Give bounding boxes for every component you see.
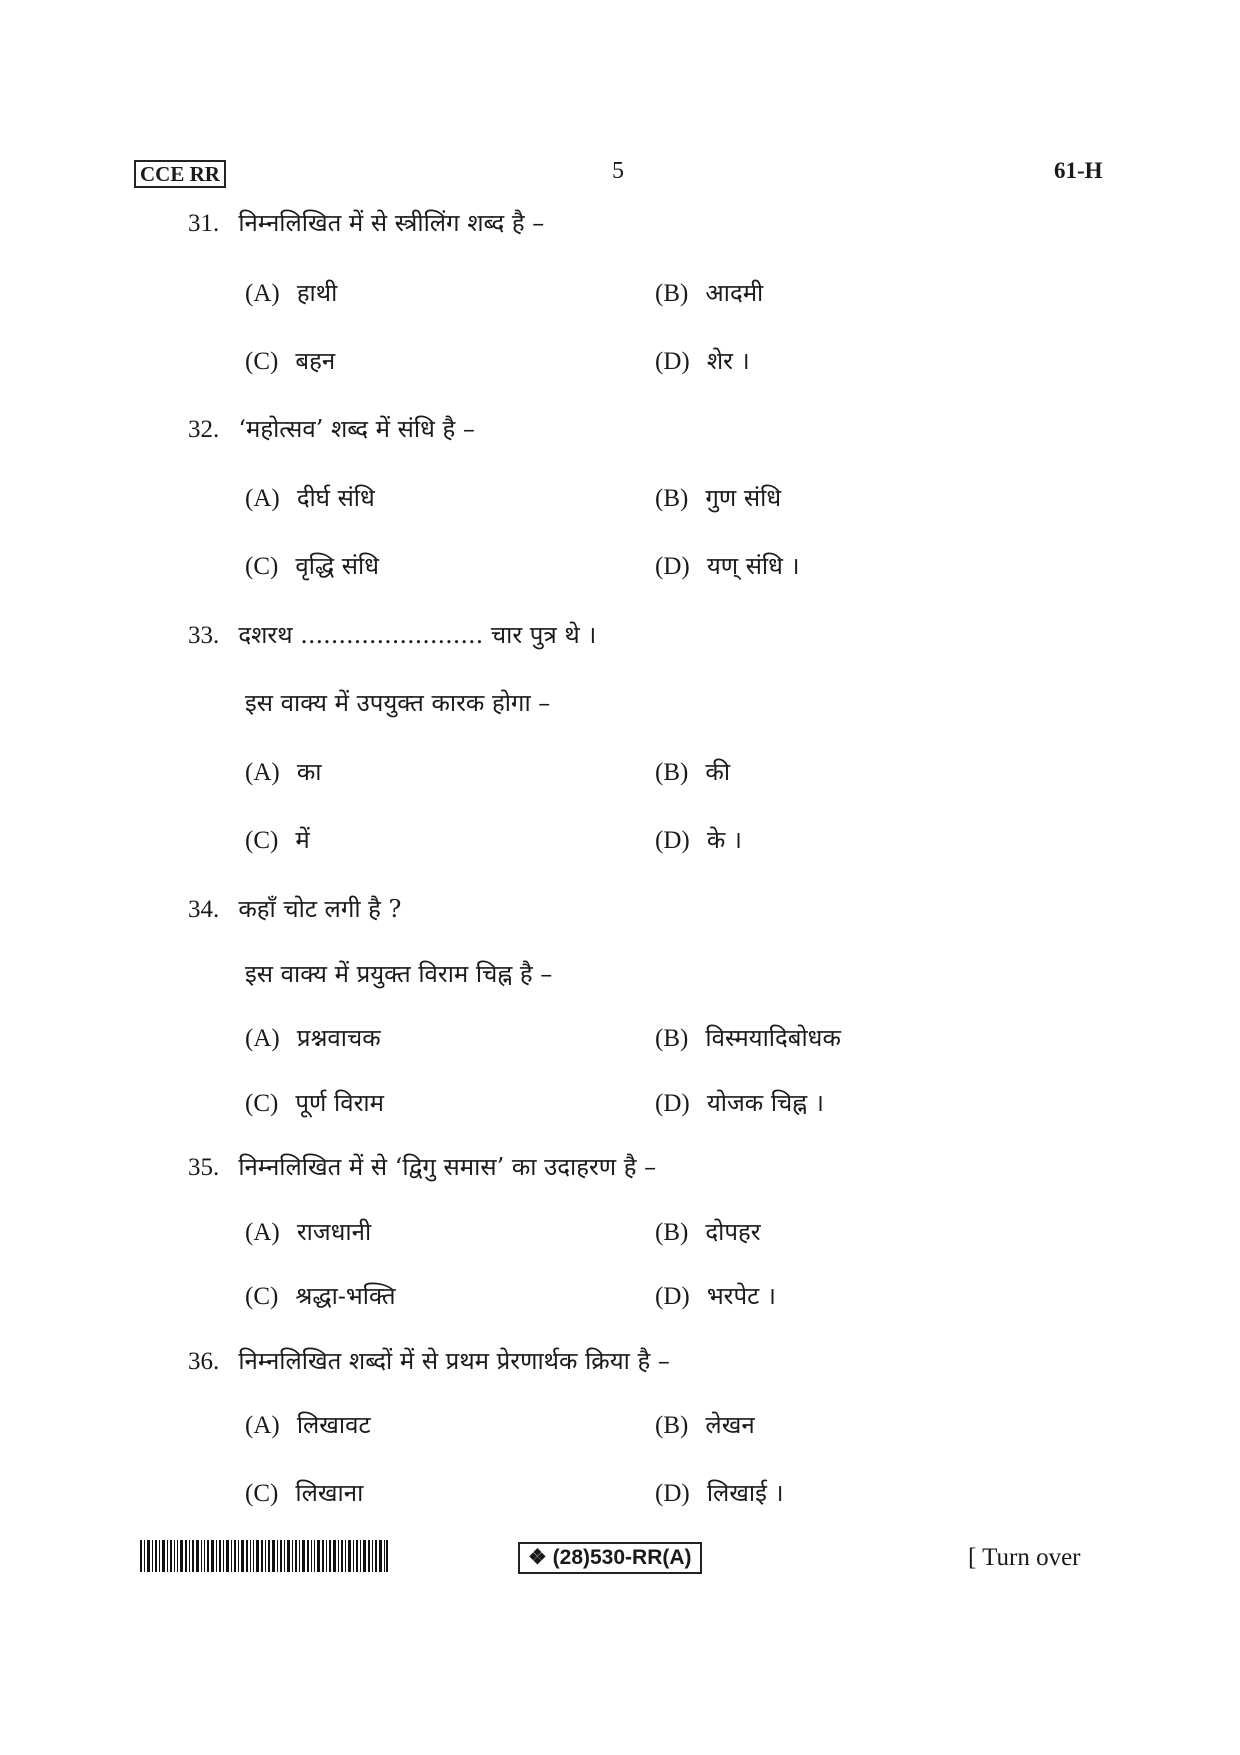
- option-d: [655, 1476, 784, 1510]
- option-letter: (C): [245, 1090, 279, 1117]
- option-letter: (B): [655, 485, 689, 512]
- question-number: 35.: [188, 1154, 220, 1181]
- option-d: [655, 1086, 824, 1120]
- option-letter: (C): [245, 1283, 279, 1310]
- option-text: के ।: [706, 826, 742, 854]
- question-number: 34.: [188, 896, 220, 923]
- question-34-subtext: [245, 957, 552, 991]
- option-letter: (B): [655, 1025, 689, 1052]
- option-c: [245, 1476, 363, 1510]
- option-b: [655, 481, 781, 515]
- option-letter: (C): [245, 827, 279, 854]
- option-letter: (D): [655, 1090, 690, 1117]
- option-text: योजक चिह्न ।: [706, 1089, 824, 1117]
- option-letter: (D): [655, 348, 690, 375]
- option-text: भरपेट ।: [706, 1282, 776, 1310]
- option-text: में: [295, 826, 310, 854]
- option-a: [245, 276, 337, 310]
- question-text: कहाँ चोट लगी है ?: [238, 895, 402, 923]
- option-text: वृद्धि संधि: [295, 552, 379, 580]
- question-number: 33.: [188, 622, 220, 649]
- question-subtext: इस वाक्य में उपयुक्त कारक होगा –: [245, 689, 551, 717]
- question-35-stem: [188, 1150, 656, 1184]
- question-text: निम्नलिखित में से ‘द्विगु समास’ का उदाहरण है –: [238, 1153, 657, 1181]
- option-text: श्रद्धा-भक्ति: [295, 1282, 396, 1310]
- question-number: 36.: [188, 1348, 220, 1375]
- question-text: ‘महोत्सव’ शब्द में संधि है –: [238, 415, 475, 443]
- option-letter: (A): [245, 1219, 280, 1246]
- option-d: [655, 344, 750, 378]
- option-c: [245, 344, 335, 378]
- option-text: दोपहर: [705, 1218, 761, 1246]
- option-letter: (C): [245, 1480, 279, 1507]
- option-text: यण् संधि ।: [706, 552, 800, 580]
- option-text: विस्मयादिबोधक: [705, 1024, 841, 1052]
- option-text: की: [705, 758, 731, 786]
- option-text: लिखाना: [295, 1479, 364, 1507]
- option-letter: (D): [655, 1283, 690, 1310]
- option-letter: (D): [655, 827, 690, 854]
- option-c: [245, 1086, 384, 1120]
- question-text: निम्नलिखित में से स्त्रीलिंग शब्द है –: [238, 209, 545, 237]
- question-subtext: इस वाक्य में प्रयुक्त विराम चिह्न है –: [245, 960, 553, 988]
- question-36-stem: [188, 1344, 670, 1378]
- option-d: [655, 1279, 776, 1313]
- option-d: [655, 549, 800, 583]
- question-34-stem: [188, 892, 401, 926]
- option-text: पूर्ण विराम: [295, 1089, 384, 1117]
- option-b: [655, 755, 730, 789]
- option-text: आदमी: [705, 279, 764, 307]
- option-c: [245, 549, 379, 583]
- option-letter: (B): [655, 759, 689, 786]
- option-text: शेर ।: [706, 347, 750, 375]
- turn-over-label: [ Turn over: [968, 1544, 1081, 1571]
- question-33-subtext: [245, 686, 550, 720]
- option-text: लेखन: [705, 1411, 755, 1439]
- option-letter: (B): [655, 1219, 689, 1246]
- question-number: 31.: [188, 210, 220, 237]
- option-a: [245, 1215, 371, 1249]
- option-a: [245, 1021, 381, 1055]
- option-letter: (D): [655, 553, 690, 580]
- question-text: निम्नलिखित शब्दों में से प्रथम प्रेरणार्थक क्रिया है –: [238, 1347, 670, 1375]
- barcode-icon: [140, 1540, 388, 1572]
- option-letter: (B): [655, 280, 689, 307]
- question-32-stem: [188, 412, 475, 446]
- question-33-stem: [188, 618, 596, 652]
- option-letter: (A): [245, 1025, 280, 1052]
- option-b: [655, 1215, 761, 1249]
- option-b: [655, 276, 763, 310]
- option-letter: (B): [655, 1412, 689, 1439]
- option-text: का: [296, 758, 322, 786]
- option-letter: (C): [245, 348, 279, 375]
- option-a: [245, 1408, 371, 1442]
- option-b: [655, 1408, 755, 1442]
- option-text: प्रश्नवाचक: [296, 1024, 381, 1052]
- option-text: गुण संधि: [705, 484, 782, 512]
- code-box: CCE RR: [134, 160, 226, 188]
- footer-code-box: ❖ (28)530-RR(A): [518, 1542, 702, 1574]
- question-text: दशरथ ........................ चार पुत्र थे ।: [238, 621, 597, 649]
- option-letter: (A): [245, 280, 280, 307]
- option-letter: (A): [245, 485, 280, 512]
- option-text: राजधानी: [296, 1218, 372, 1246]
- option-text: हाथी: [296, 279, 338, 307]
- question-number: 32.: [188, 416, 220, 443]
- option-letter: (A): [245, 1412, 280, 1439]
- option-c: [245, 823, 310, 857]
- option-letter: (C): [245, 553, 279, 580]
- option-b: [655, 1021, 841, 1055]
- option-c: [245, 1279, 396, 1313]
- option-text: दीर्घ संधि: [296, 484, 375, 512]
- option-text: बहन: [295, 347, 336, 375]
- page-number: 5: [612, 158, 624, 184]
- question-31-stem: [188, 206, 544, 240]
- option-text: लिखावट: [296, 1411, 371, 1439]
- option-letter: (A): [245, 759, 280, 786]
- option-a: [245, 481, 375, 515]
- paper-code: 61-H: [1054, 158, 1103, 183]
- option-letter: (D): [655, 1480, 690, 1507]
- option-d: [655, 823, 742, 857]
- option-a: [245, 755, 321, 789]
- option-text: लिखाई ।: [706, 1479, 784, 1507]
